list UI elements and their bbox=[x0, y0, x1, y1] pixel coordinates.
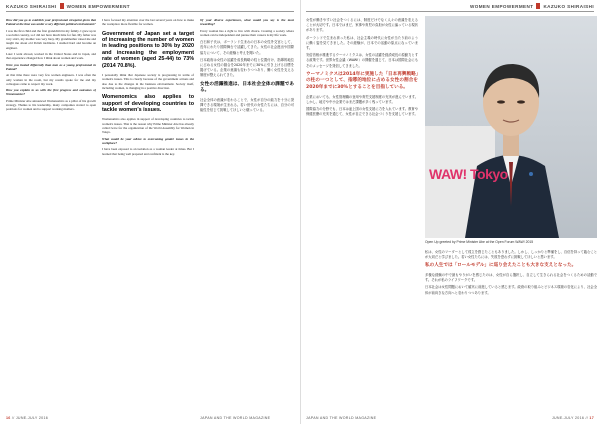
answer-paragraph: I have focused my attention over the last several years on how to make the workplace more flexible for women. bbox=[102, 18, 194, 27]
answer-paragraph: Womenomics also applies in support of developing countries to tackle women's issues. That is the reason why Prime Minister Abe has already called twice for the organization of the World Assembly for Women in Tokyo. bbox=[102, 117, 194, 135]
header-divider-mark bbox=[60, 3, 64, 9]
right-footer-magazine: JAPAN AND THE WORLD MAGAZINE bbox=[306, 416, 377, 420]
right-header-section: WOMEN EMPOWERMENT bbox=[469, 3, 534, 9]
pull-quote: Government of Japan set a target of increasing the number of women in leading positions to 30% by 2020 and increasing the employment rate of women (aged 25-44) to 73% (2014 70.8%). bbox=[102, 30, 194, 69]
japanese-paragraph: 国際協力の分野でも、日本は途上国の女性支援に力を入れています。教育や保健医療の充実を通じて、女性が自立できる社会づくりを支援しています。 bbox=[306, 107, 418, 117]
japanese-paragraph: 白石和子氏は、ポーランド生まれの日本の女性外交官として、長年にわたり国際舞台で活躍してきた。女性の社会進出や国際協力について、その経験と考えを聞いた。 bbox=[200, 40, 294, 55]
japanese-paragraph: 日本政府は女性の活躍を成長戦略の柱と位置付け、指導的地位に占める女性の割合を2020年までに30%に引き上げる目標を掲げている。企業の意識も変わりつつあり、働く女性を支える制度が整えられてきた。 bbox=[200, 57, 294, 78]
page-number: 17 bbox=[589, 416, 594, 420]
interview-question: How did you go to establish your professional viewpoint given that Poland at the time was under a very different political environment? bbox=[6, 18, 96, 27]
answer-paragraph: I personally think that Japanese society is progressing in terms of women's issues. This is clearly because of the government actions and also due to the changes in the business environment. Society itself, including women, is changing in a positive direction. bbox=[102, 73, 194, 90]
issue-date: JUNE-JULY 2016 bbox=[15, 416, 49, 420]
left-column-1 bbox=[6, 18, 96, 408]
left-footer-magazine: JAPAN AND THE WORLD MAGAZINE bbox=[200, 416, 271, 420]
japanese-paragraph: 企業においても、女性管理職の登用や育児支援制度の充実が進んでいます。しかし、地方や中小企業ではまだ課題が多く残っています。 bbox=[306, 94, 418, 104]
japanese-paragraph: 多様な経験の中で最もやりがいを感じたのは、女性が自ら選択し、自立して生きられる社会をつくるための活動です。それが私のライフワークです。 bbox=[425, 273, 597, 283]
header-divider-mark bbox=[536, 3, 540, 9]
answer-paragraph: At that time there were very few women engineers. I was often the only woman in the room, but my results spoke for me and my colleagues came to respect my work. bbox=[6, 73, 96, 86]
answer-paragraph: Later I went abroad, worked in the United States and in Japan, and that experience changed how I think about women and work. bbox=[6, 52, 96, 61]
answer-paragraph: I have been exposed to an isolation as a woman leader at times. But I learned that being well prepared and confident is the key. bbox=[102, 147, 194, 156]
waw-tokyo-logo: WAW! Tokyo bbox=[429, 166, 508, 182]
interview-question: What would be your advice to overcoming gender issues in the workplace? bbox=[102, 136, 194, 145]
japanese-paragraph: 社会全体の意識が変わることで、女性が自分の能力を十分に発揮できる環境が生まれる。若い世代の女性たちには、自分の可能性を信じて挑戦してほしいと願っている。 bbox=[200, 97, 294, 113]
japanese-pull-quote: 私の人生では「ロールモデル」に巡り会えたことも大きな支えとなった。 bbox=[425, 263, 577, 269]
interview-question: Were you treated differently than men as a young professional in Poland? bbox=[6, 62, 96, 71]
right-header-author: KAZUKO SHIRAISHI bbox=[543, 3, 594, 9]
japanese-paragraph: ポーランドで生まれ育った私は、社会主義の時代に女性が当たり前のように働く姿を見てきました。その経験が、日本での活動の原点になっています。 bbox=[306, 35, 418, 51]
answer-paragraph: Prime Minister Abe announced Womenomics as a pillar of his growth strategy. Thanks to his leadership, many companies started to open positions for women and to support working mothers. bbox=[6, 98, 96, 112]
right-column-2 bbox=[425, 250, 597, 400]
interview-question: How you explain to us with the first progress and outcomes of Womenomics? bbox=[6, 88, 96, 97]
article-photo bbox=[425, 16, 597, 238]
japanese-paragraph: 日本社会は女性問題において確実に前進していると感じます。政府の取り組みとビジネス環境の変化により、社会全体が前向きな方向へと変わりつつあります。 bbox=[425, 285, 597, 295]
right-column-1 bbox=[306, 18, 418, 408]
japanese-paragraph: 私は、女性のリーダーとして孤立を感じたこともありました。しかし、しっかりと準備をし、自信を持って臨むことが大切だと学びました。若い女性たちには、失敗を恐れずに挑戦してほしいと思います。 bbox=[425, 250, 597, 260]
page-number: 16 bbox=[6, 416, 11, 420]
answer-paragraph: Every woman has a right to live with choice. Creating a society where women can be independent and pursue their careers is my life work. bbox=[200, 28, 294, 37]
japanese-pull-quote: 女性の活躍推進は、日本社会全体の課題である。 bbox=[200, 81, 294, 94]
right-page-footer: JUNE-JULY 2016 // 17 bbox=[551, 416, 594, 420]
left-header-author: KAZUKO SHIRAISHI bbox=[6, 3, 57, 9]
right-header-rule bbox=[306, 11, 594, 12]
left-column-3 bbox=[200, 18, 294, 408]
issue-date: JUNE-JULY 2016 bbox=[551, 416, 585, 420]
pull-quote: Womenomics also applies to support of developing countries to tackle women's issues. bbox=[102, 94, 194, 114]
photo-caption: Open Up greeted by Prime Minister Abe at the Open Forum WAW! 2015 bbox=[425, 240, 534, 244]
photo-illustration bbox=[425, 16, 597, 238]
japanese-paragraph: 女性が働きやすい社会をつくるには、制度だけでなく人々の意識を変えることが大切です。日本ではまだ、家事や育児の負担が女性に偏っている現状があります。 bbox=[306, 18, 418, 33]
japanese-paragraph: 安倍首相が推進するウーマノミクスは、女性の活躍を経済成長の原動力とする政策です。世界女性会議（WAW!）の開催を通じて、日本は国際社会にもそのメッセージを発信してきました。 bbox=[306, 53, 418, 68]
page-gutter bbox=[300, 0, 301, 424]
answer-paragraph: I was the first child and the first grandchild in my family. I grew up in a socialist country, so I did not have much time for fun. My father was very strict, my mother was very busy. My grandmother raised me and taught me about old Polish traditions. I studied hard and became an engineer. bbox=[6, 28, 96, 50]
left-page-footer: 16 // JUNE-JULY 2016 bbox=[6, 416, 49, 420]
interview-question: Of your diverse experiences, what would you say is the most rewarding? bbox=[200, 18, 294, 27]
japanese-pull-quote: ウーマノミクスは2014年に実施した「日本再興戦略」の柱の一つとして、指導的地位に占める女性の割合を2020年までに30%とすることを目指している。 bbox=[306, 71, 418, 91]
left-column-2 bbox=[102, 18, 194, 408]
left-header-rule bbox=[6, 11, 294, 12]
left-header-section: WOMEN EMPOWERMENT bbox=[66, 3, 131, 9]
